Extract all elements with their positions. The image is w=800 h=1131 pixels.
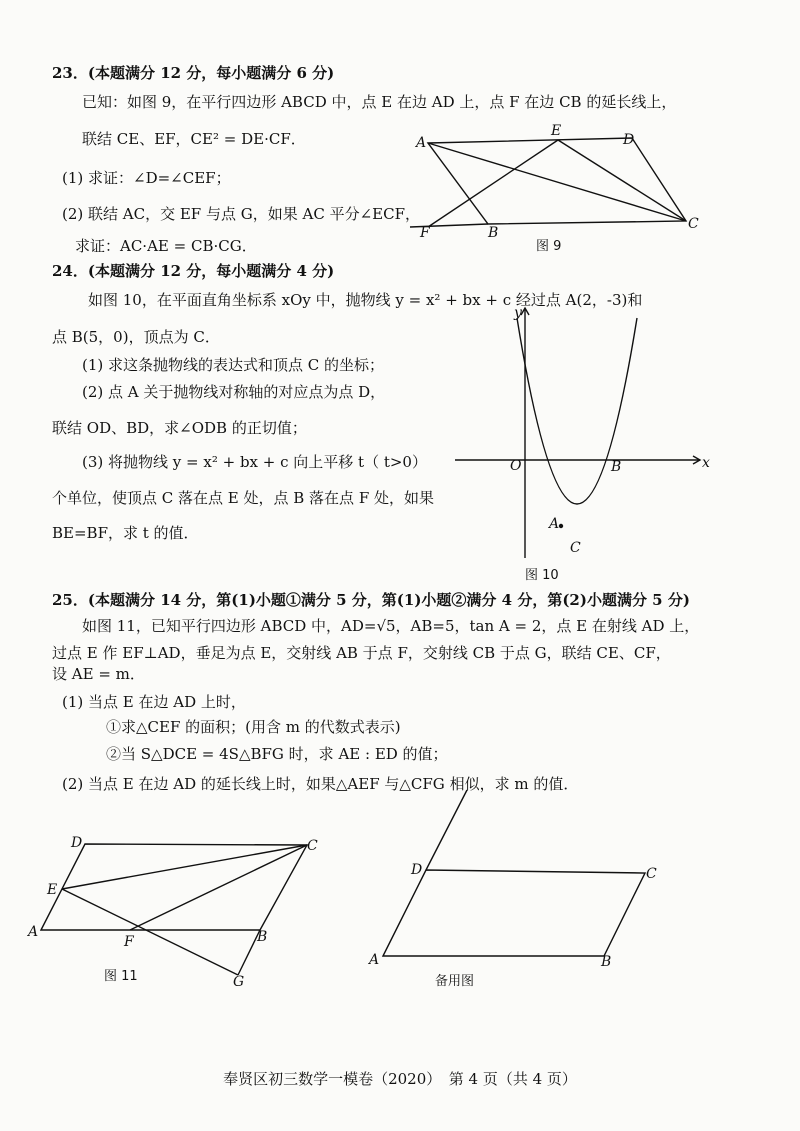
q25-line2: 过点 E 作 EF⊥AD，垂足为点 E，交射线 AB 于点 F，交射线 CB 于点 G，联结 CE、CF，	[52, 644, 671, 662]
spare-caption: 备用图	[435, 974, 475, 989]
fig11-label-C: C	[307, 838, 318, 854]
q24-part3-end: BE=BF，求 t 的值．	[52, 524, 199, 542]
q24-line2: 点 B(5，0)，顶点为 C．	[52, 328, 220, 346]
q25-part1-a: ①求△CEF 的面积；(用含 m 的代数式表示)	[106, 718, 401, 736]
figure-9	[410, 120, 710, 260]
fig9-label-E: E	[551, 123, 562, 139]
fig9-label-C: C	[688, 216, 699, 232]
spare-label-B: B	[601, 954, 612, 970]
q23-part1: (1) 求证：∠D=∠CEF；	[62, 169, 231, 187]
fig11-label-B: B	[257, 929, 268, 945]
q25-line3: 设 AE = m．	[52, 665, 145, 683]
figure-10	[455, 300, 725, 590]
q24-part2-continued: 联结 OD、BD，求∠ODB 的正切值；	[52, 419, 307, 437]
q25-part1: (1) 当点 E 在边 AD 上时，	[62, 693, 246, 711]
fig9-label-B: B	[488, 225, 499, 241]
spare-label-A: A	[369, 952, 380, 968]
fig9-label-F: F	[420, 225, 430, 241]
fig10-label-B: B	[611, 459, 622, 475]
figure-spare	[365, 790, 670, 990]
fig9-label-A: A	[416, 135, 427, 151]
fig9-caption: 图 9	[536, 239, 562, 254]
q24-line1: 如图 10，在平面直角坐标系 xOy 中，抛物线 y = x² + bx + c 经过点 A(2，-3)和	[88, 291, 643, 309]
q25-part2: (2) 当点 E 在边 AD 的延长线上时，如果△AEF 与△CFG 相似，求 m 的值．	[62, 775, 579, 793]
q23-part2-prove: 求证：AC·AE = CB·CG．	[75, 237, 257, 255]
fig11-caption: 图 11	[104, 969, 138, 984]
q23-line1: 已知：如图 9，在平行四边形 ABCD 中，点 E 在边 AD 上，点 F 在边 CB 的延长线上，	[82, 93, 677, 111]
q24-part3-continued: 个单位，使顶点 C 落在点 E 处，点 B 落在点 F 处，如果	[52, 489, 435, 507]
fig9-label-D: D	[623, 132, 635, 148]
fig10-label-y: y	[514, 305, 522, 321]
fig10-label-O: O	[510, 458, 522, 474]
figure-11	[25, 830, 330, 995]
q23-line2: 联结 CE、EF，CE² = DE·CF．	[82, 130, 306, 148]
fig11-label-F: F	[124, 934, 134, 950]
q23-header: 23．(本题满分 12 分，每小题满分 6 分)	[52, 64, 335, 82]
q25-header: 25．(本题满分 14 分，第(1)小题①满分 5 分，第(1)小题②满分 4 分，第(2)小题满分 5 分)	[52, 591, 690, 609]
page-footer: 奉贤区初三数学一模卷（2020） 第 4 页（共 4 页）	[223, 1070, 577, 1088]
fig10-label-x: x	[702, 455, 710, 471]
fig11-label-E: E	[47, 882, 58, 898]
q24-part3: (3) 将抛物线 y = x² + bx + c 向上平移 t（ t>0）	[82, 453, 427, 471]
q25-part1-b: ②当 S△DCE = 4S△BFG 时，求 AE : ED 的值；	[106, 745, 448, 763]
fig11-label-G: G	[233, 974, 245, 990]
spare-label-C: C	[646, 866, 657, 882]
fig10-label-A: A	[549, 516, 560, 532]
fig10-caption: 图 10	[525, 568, 559, 583]
q24-header: 24．(本题满分 12 分，每小题满分 4 分)	[52, 262, 335, 280]
q25-line1: 如图 11，已知平行四边形 ABCD 中，AD=√5，AB=5，tan A = 2，点 E 在射线 AD 上，	[82, 617, 700, 635]
q24-part2: (2) 点 A 关于抛物线对称轴的对应点为点 D，	[82, 383, 386, 401]
fig10-label-C: C	[570, 540, 581, 556]
q24-part1: (1) 求这条抛物线的表达式和顶点 C 的坐标；	[82, 356, 385, 374]
fig11-label-D: D	[71, 835, 83, 851]
q23-part2: (2) 联结 AC，交 EF 与点 G，如果 AC 平分∠ECF，	[62, 205, 420, 223]
spare-label-D: D	[411, 862, 423, 878]
fig11-label-A: A	[28, 924, 39, 940]
